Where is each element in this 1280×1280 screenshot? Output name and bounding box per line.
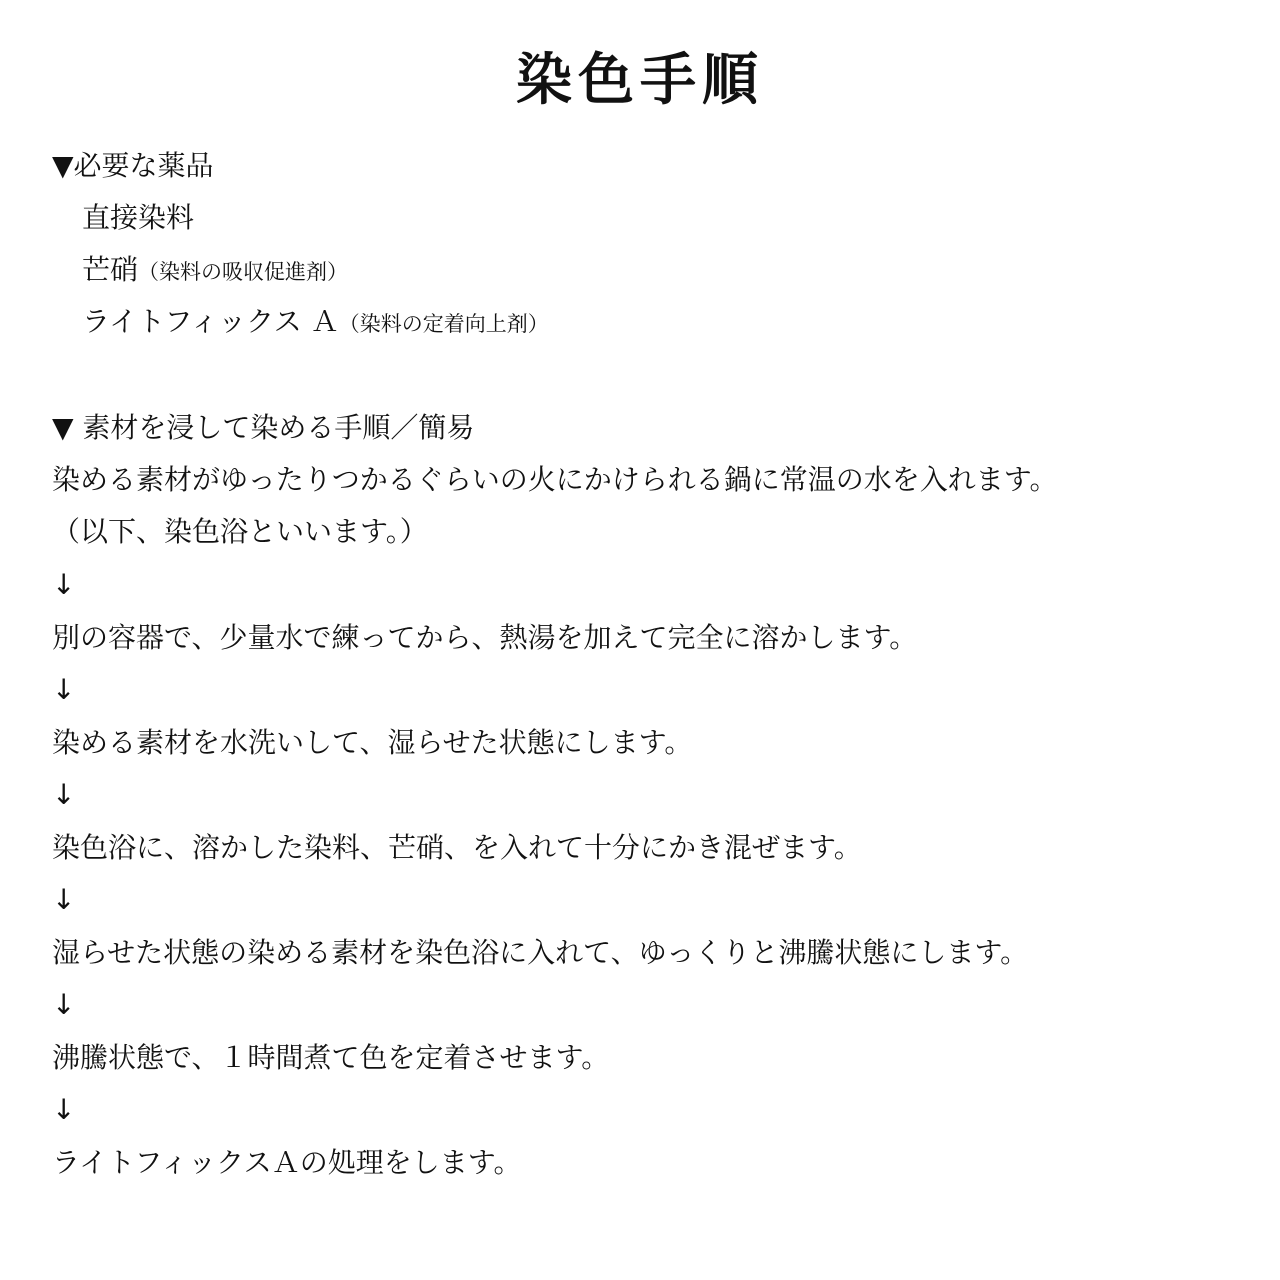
chemical-note: （染料の吸収促進剤） (138, 260, 349, 284)
chemical-note: （染料の定着向上剤） (338, 312, 549, 336)
chemicals-heading: ▼必要な薬品 (52, 149, 214, 182)
page-title: 染色手順 (516, 47, 764, 113)
procedure-step: （以下、染色浴といいます。） (52, 515, 428, 548)
chemical-name: ライトフィックス Ａ (82, 305, 339, 338)
procedure-step: 染める素材がゆったりつかるぐらいの火にかけられる鍋に常温の水を入れます。 (52, 463, 1058, 496)
procedure-step: ライトフィックスＡの処理をします。 (52, 1146, 522, 1179)
procedure-step: 染色浴に、溶かした染料、芒硝、を入れて十分にかき混ぜます。 (52, 831, 862, 864)
down-arrow: ↓ (52, 883, 76, 916)
procedure-step: 湿らせた状態の染める素材を染色浴に入れて、ゆっくりと沸騰状態にします。 (52, 936, 1029, 969)
down-arrow: ↓ (52, 673, 76, 706)
down-arrow: ↓ (52, 568, 76, 601)
chemical-item (82, 198, 194, 238)
down-arrow: ↓ (52, 778, 76, 811)
procedure-step: 染める素材を水洗いして、湿らせた状態にします。 (52, 726, 693, 759)
down-arrow: ↓ (52, 988, 76, 1021)
chemical-name: 直接染料 (82, 201, 195, 234)
chemical-item (82, 302, 549, 344)
procedure-heading: ▼ 素材を浸して染める手順／簡易 (52, 411, 475, 444)
chemical-item (82, 250, 348, 292)
chemical-name: 芒硝 (82, 253, 139, 286)
procedure-step: 沸騰状態で、１時間煮て色を定着させます。 (52, 1041, 610, 1074)
down-arrow: ↓ (52, 1093, 76, 1126)
procedure-step: 別の容器で、少量水で練ってから、熱湯を加えて完全に溶かします。 (52, 621, 918, 654)
